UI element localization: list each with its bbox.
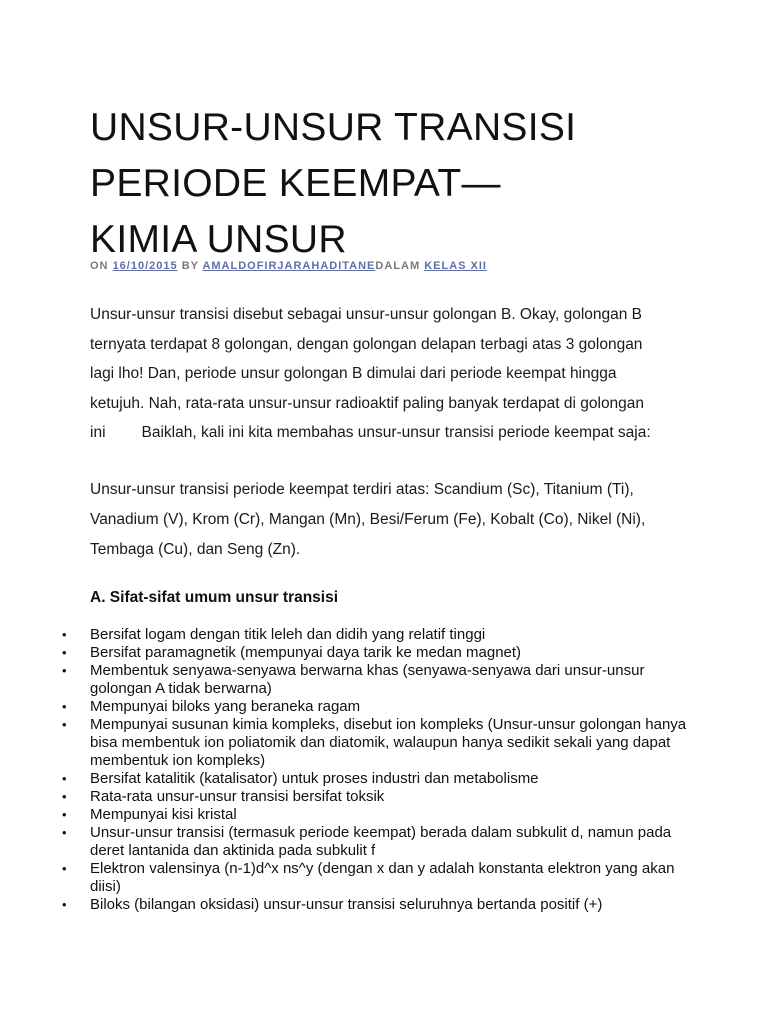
- list-item: [62, 788, 702, 806]
- article-title: [90, 100, 690, 268]
- meta-in-label: DALAM: [375, 260, 421, 272]
- meta-by-label: BY: [181, 260, 199, 272]
- bullet-icon: •: [62, 807, 67, 822]
- paragraph-line: Unsur-unsur transisi periode keempat terdiri atas: Scandium (Sc), Titanium (Ti),: [90, 481, 634, 498]
- intro-tail-line: [90, 424, 710, 442]
- bullet-icon: •: [62, 717, 67, 732]
- list-item: [62, 644, 702, 662]
- title-line: KIMIA UNSUR: [90, 218, 347, 261]
- list-item-text: Biloks (bilangan oksidasi) unsur-unsur transisi seluruhnya bertanda positif (+): [90, 896, 603, 913]
- intro-paragraph: [90, 300, 710, 418]
- list-item-text: Mempunyai susunan kimia kompleks, disebut ion kompleks (Unsur-unsur golongan hanya bisa membentuk ion poliatomik dan diatomik, walaupun hanya sedikit sekali yang dapat membentuk ion kompleks): [90, 716, 687, 769]
- bullet-icon: •: [62, 645, 67, 660]
- category-link[interactable]: KELAS XII: [424, 260, 487, 272]
- paragraph-line: Vanadium (V), Krom (Cr), Mangan (Mn), Besi/Ferum (Fe), Kobalt (Co), Nikel (Ni),: [90, 511, 646, 528]
- list-item: [62, 896, 702, 914]
- list-item: [62, 770, 702, 788]
- properties-list: [62, 626, 702, 914]
- list-item-text: Bersifat paramagnetik (mempunyai daya tarik ke medan magnet): [90, 644, 522, 661]
- post-meta: [90, 260, 487, 272]
- title-line: PERIODE KEEMPAT—: [90, 162, 501, 205]
- paragraph-line: lagi lho! Dan, periode unsur golongan B dimulai dari periode keempat hingga: [90, 365, 617, 382]
- list-item-text: Elektron valensinya (n-1)d^x ns^y (dengan x dan y adalah konstanta elektron yang akan diisi): [90, 860, 675, 895]
- list-item-text: Rata-rata unsur-unsur transisi bersifat toksik: [90, 788, 385, 805]
- list-item: [62, 860, 702, 896]
- list-item-text: Mempunyai biloks yang beraneka ragam: [90, 698, 361, 715]
- bullet-icon: •: [62, 897, 67, 912]
- bullet-icon: •: [62, 699, 67, 714]
- elements-paragraph: [90, 475, 710, 565]
- list-item-text: Membentuk senyawa-senyawa berwarna khas (senyawa-senyawa dari unsur-unsur golongan A tidak berwarna): [90, 662, 645, 697]
- list-item-text: Bersifat katalitik (katalisator) untuk proses industri dan metabolisme: [90, 770, 539, 787]
- bullet-icon: •: [62, 825, 67, 840]
- list-item: [62, 716, 702, 770]
- intro-tail-word: ini: [90, 424, 106, 441]
- bullet-icon: •: [62, 627, 67, 642]
- list-item-text: Mempunyai kisi kristal: [90, 806, 237, 823]
- list-item: [62, 698, 702, 716]
- bullet-icon: •: [62, 663, 67, 678]
- list-item: [62, 662, 702, 698]
- list-item: [62, 824, 702, 860]
- list-item-text: Bersifat logam dengan titik leleh dan didih yang relatif tinggi: [90, 626, 486, 643]
- title-line: UNSUR-UNSUR TRANSISI: [90, 106, 577, 149]
- section-heading: A. Sifat-sifat umum unsur transisi: [90, 589, 339, 606]
- list-item-text: Unsur-unsur transisi (termasuk periode keempat) berada dalam subkulit d, namun pada deret lantanida dan aktinida pada subkulit f: [90, 824, 672, 859]
- intro-tail-sentence: Baiklah, kali ini kita membahas unsur-unsur transisi periode keempat saja:: [141, 424, 651, 441]
- paragraph-line: ternyata terdapat 8 golongan, dengan golongan delapan terbagi atas 3 golongan: [90, 335, 643, 353]
- bullet-icon: •: [62, 861, 67, 876]
- author-link[interactable]: AMALDOFIRJARAHADITANE: [202, 260, 376, 272]
- bullet-icon: •: [62, 771, 67, 786]
- paragraph-line: Unsur-unsur transisi disebut sebagai unsur-unsur golongan B. Okay, golongan B: [90, 306, 643, 323]
- paragraph-line: Tembaga (Cu), dan Seng (Zn).: [90, 541, 301, 558]
- list-item: [62, 806, 702, 824]
- meta-on-label: ON: [90, 260, 109, 272]
- post-date-link[interactable]: 16/10/2015: [112, 260, 178, 272]
- list-item: [62, 626, 702, 644]
- paragraph-line: ketujuh. Nah, rata-rata unsur-unsur radioaktif paling banyak terdapat di golongan: [90, 394, 645, 412]
- bullet-icon: •: [62, 789, 67, 804]
